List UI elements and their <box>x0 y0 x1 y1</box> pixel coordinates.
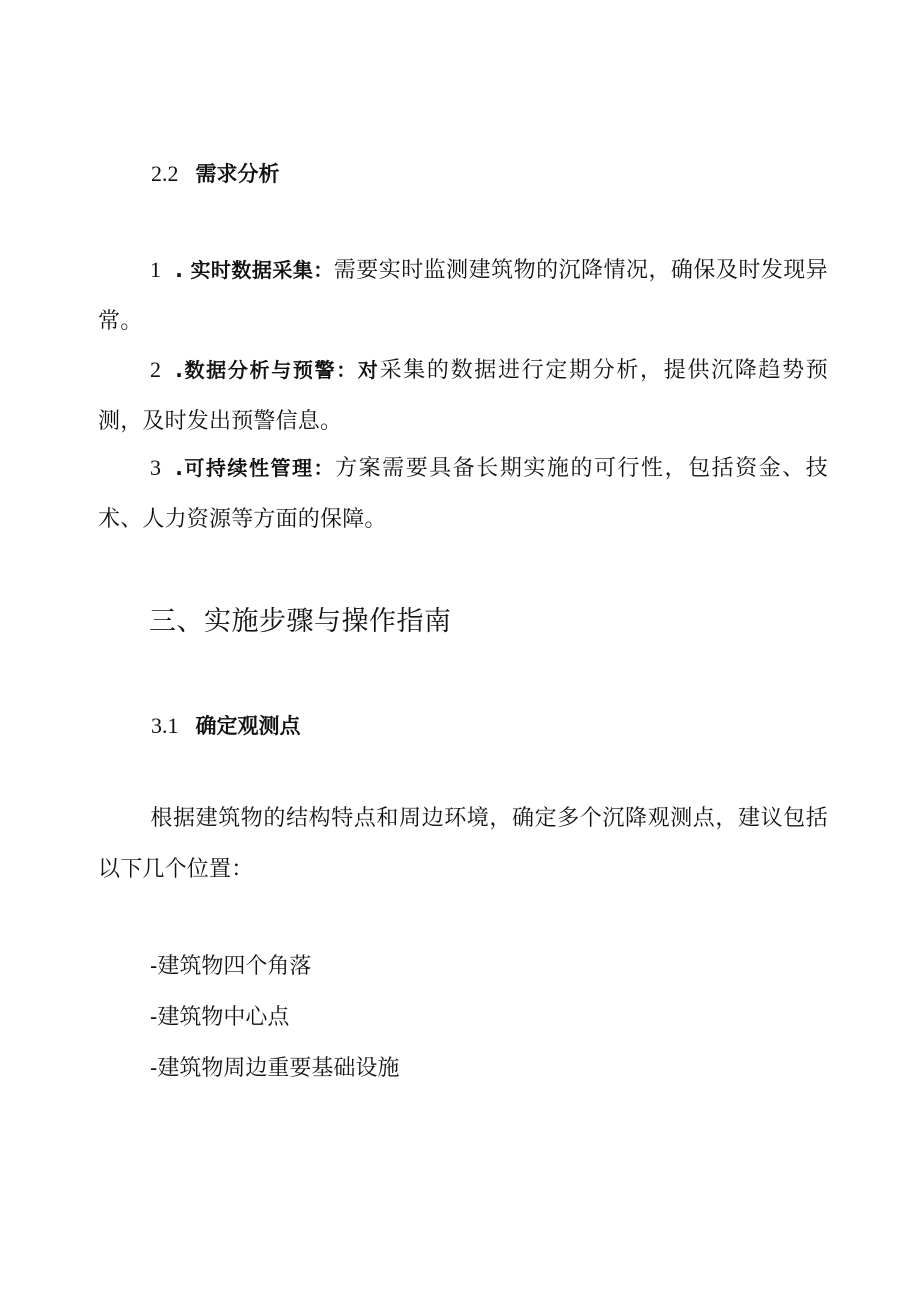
item-text: 方案需要具备长期实施的可行性，包括资金、技术、人力资源等方面的保障。 <box>98 456 829 532</box>
item-number: 3 <box>150 455 162 480</box>
list-item-text: 建筑物周边重要基础设施 <box>157 1056 400 1081</box>
item-label: .数据分析与预警：对 <box>175 358 380 382</box>
dash-marker: - <box>150 953 158 978</box>
list-item <box>150 950 311 982</box>
list-item-text: 建筑物中心点 <box>157 1005 290 1030</box>
item-number: 1 <box>150 257 162 282</box>
list-item <box>150 1052 399 1084</box>
intro-paragraph <box>98 793 828 895</box>
section-heading-2-2 <box>151 159 280 189</box>
chapter-title: 三、实施步骤与操作指南 <box>149 606 452 637</box>
requirement-item <box>98 244 828 347</box>
item-text: 需要实时监测建筑物的沉降情况，确保及时发现异常。 <box>98 258 828 334</box>
list-item <box>150 1001 289 1033</box>
section-number: 3.1 <box>151 713 179 738</box>
item-label: . 实时数据采集： <box>175 258 334 282</box>
intro-text: 根据建筑物的结构特点和周边环境，确定多个沉降观测点，建议包括以下几个位置： <box>98 806 828 882</box>
item-label: .可持续性管理： <box>175 456 336 480</box>
item-number: 2 <box>150 357 162 382</box>
item-text: 采集的数据进行定期分析，提供沉降趋势预测，及时发出预警信息。 <box>98 358 828 434</box>
section-title: 确定观测点 <box>195 714 301 738</box>
dash-marker: - <box>150 1055 158 1080</box>
list-item-text: 建筑物四个角落 <box>157 954 312 979</box>
section-number: 2.2 <box>151 161 179 186</box>
section-title: 需求分析 <box>195 162 280 186</box>
section-heading-3-1 <box>151 711 301 741</box>
requirement-item <box>98 442 828 545</box>
requirement-item <box>98 344 828 447</box>
dash-marker: - <box>150 1004 158 1029</box>
